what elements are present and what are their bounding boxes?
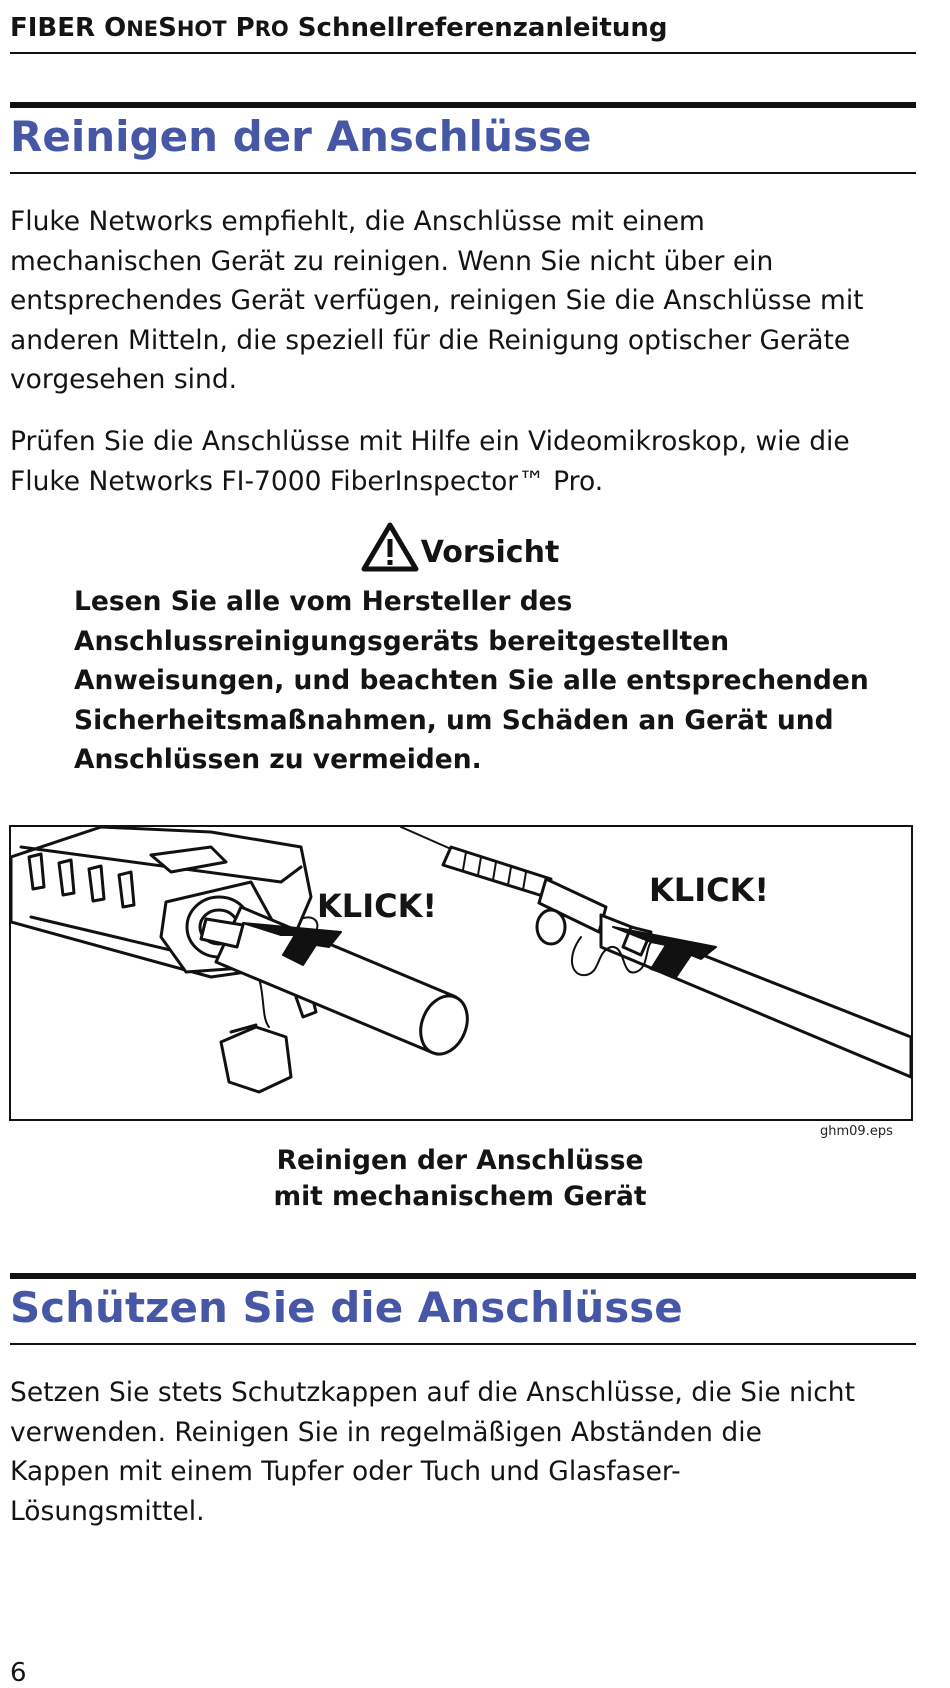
fiber-cable [401, 827, 451, 849]
header-title-part: Schnellreferenzanleitung [288, 13, 668, 43]
section-rule-top [10, 102, 916, 108]
caution-text [74, 582, 914, 780]
section-rule-bottom [10, 172, 916, 174]
paragraph-protect [10, 1373, 930, 1531]
text-line: Anschlussreinigungsgeräts bereitgestellten [74, 625, 730, 657]
text-line: anderen Mitteln, die speziell für die Reinigung optischer Geräte [10, 324, 851, 356]
cleaning-figure [9, 825, 913, 1121]
text-line: Prüfen Sie die Anschlüsse mit Hilfe ein Videomikroskop, wie die [10, 426, 850, 457]
text-line: Lösungsmittel. [10, 1495, 205, 1527]
header-title-part: NE [126, 17, 159, 41]
warning-triangle-icon [361, 522, 419, 572]
header-title-part: HOT [176, 17, 227, 41]
text-line: Lesen Sie alle vom Hersteller des [74, 586, 573, 617]
page-header [10, 8, 916, 54]
header-title-part: FIBER O [10, 13, 127, 43]
text-line: Sicherheitsmaßnahmen, um Schäden an Gerät und [74, 704, 834, 736]
figure-caption [230, 1143, 690, 1215]
section-title-cleaning: Reinigen der Anschlüsse [10, 112, 592, 161]
paragraph-inspection [10, 422, 930, 501]
caution-title: Vorsicht [420, 535, 560, 570]
paragraph-cleaning [10, 202, 930, 400]
text-line: Kappen mit einem Tupfer oder Tuch und Glasfaser- [10, 1456, 681, 1487]
section-rule-bottom [10, 1343, 916, 1345]
figure-file-id: ghm09.eps [820, 1124, 893, 1139]
text-line: mechanischen Gerät zu reinigen. Wenn Sie nicht über ein [10, 245, 774, 277]
page-number: 6 [10, 1658, 27, 1688]
text-line: Anschlüssen zu vermeiden. [74, 744, 482, 775]
text-line: Fluke Networks empfiehlt, die Anschlüsse mit einem [10, 206, 705, 237]
header-title-part: P [226, 13, 255, 43]
caption-line: mit mechanischem Gerät [273, 1181, 647, 1212]
text-line: entsprechendes Gerät verfügen, reinigen Sie die Anschlüsse mit [10, 285, 864, 316]
section-rule-top [10, 1273, 916, 1279]
caution-heading [0, 522, 920, 578]
caption-line: Reinigen der Anschlüsse [276, 1145, 644, 1176]
text-line: verwenden. Reinigen Sie in regelmäßigen Abständen die [10, 1416, 762, 1448]
header-title-part: RO [254, 17, 289, 41]
klick-label-left: KLICK! [317, 887, 437, 925]
text-line: Fluke Networks FI-7000 FiberInspector™ Pro. [10, 465, 604, 497]
cleaning-illustration [11, 827, 911, 1119]
text-line: Setzen Sie stets Schutzkappen auf die Anschlüsse, die Sie nicht [10, 1377, 855, 1408]
klick-label-right: KLICK! [649, 871, 769, 909]
section-title-protect: Schützen Sie die Anschlüsse [10, 1283, 683, 1332]
header-title-part: S [158, 13, 177, 43]
text-line: vorgesehen sind. [10, 364, 238, 395]
dust-cap [221, 1027, 291, 1092]
text-line: Anweisungen, und beachten Sie alle entsprechenden [74, 665, 869, 696]
